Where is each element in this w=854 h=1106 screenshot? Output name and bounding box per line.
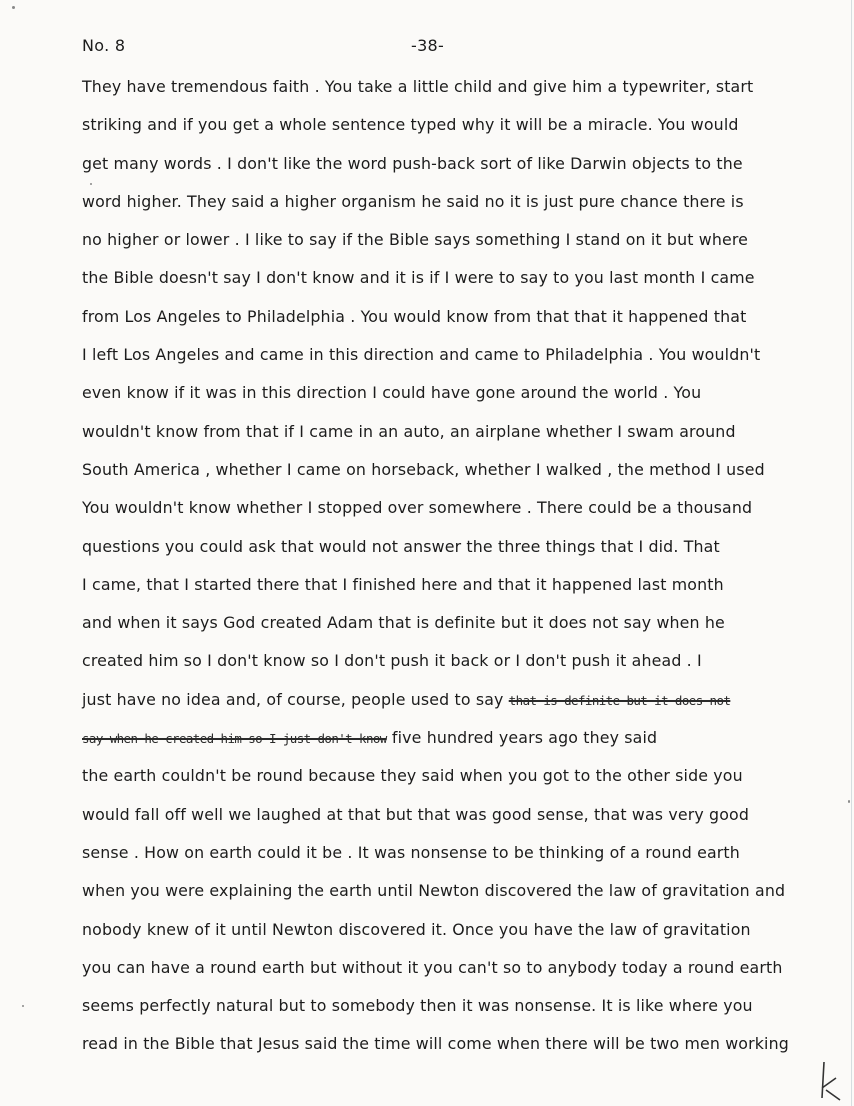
text-line: even know if it was in this direction I could have gone around the world . You [82, 383, 702, 403]
text-line: nobody knew of it until Newton discovered it. Once you have the law of gravitation [82, 919, 751, 939]
text-line: word higher. They said a higher organism he said no it is just pure chance there is [82, 191, 744, 211]
text-line: wouldn't know from that if I came in an auto, an airplane whether I swam around [82, 421, 736, 441]
text-line: and when it says God created Adam that is definite but it does not say when he [82, 613, 725, 633]
text-line-with-strikeout [82, 725, 822, 763]
text-line: striking and if you get a whole sentence typed why it will be a miracle. You would [82, 115, 739, 135]
page-number: -38- [411, 36, 445, 55]
text-line: created him so I don't know so I don't push it back or I don't push it ahead . I [82, 651, 702, 671]
text-line: seems perfectly natural but to somebody then it was nonsense. It is like where you [82, 996, 753, 1016]
text-line: questions you could ask that would not answer the three things that I did. That [82, 536, 720, 556]
paper-speck [12, 6, 15, 9]
text-segment: just have no idea and, of course, people used to say [82, 689, 509, 709]
text-line: You wouldn't know whether I stopped over somewhere . There could be a thousand [82, 498, 753, 518]
paper-speck [22, 1005, 24, 1007]
text-line: sense . How on earth could it be . It was nonsense to be thinking of a round earth [82, 842, 740, 862]
text-line: you can have a round earth but without it you can't so to anybody today a round earth [82, 957, 783, 977]
text-line: no higher or lower . I like to say if the Bible says something I stand on it but where [82, 230, 749, 250]
text-line: They have tremendous faith . You take a little child and give him a typewriter, start [82, 77, 754, 96]
text-line: would fall off well we laughed at that but that was good sense, that was very good [82, 804, 749, 824]
text-line: I came, that I started there that I finished here and that it happened last month [82, 574, 724, 594]
document-number: No. 8 [82, 36, 126, 55]
struck-out-text: that is definite but it does not [508, 692, 731, 708]
paper-speck [848, 800, 850, 803]
paper-speck [90, 183, 92, 185]
struck-out-text: say when he created him so I just don't know [82, 731, 387, 747]
text-segment: five hundred years ago they said [386, 728, 658, 748]
text-line-with-strikeout [82, 687, 822, 725]
text-line: the earth couldn't be round because they said when you got to the other side you [82, 766, 743, 786]
text-line: South America , whether I came on horseback, whether I walked , the method I used [82, 459, 765, 479]
text-line: read in the Bible that Jesus said the time will come when there will be two men working [82, 1034, 789, 1054]
text-line: get many words . I don't like the word push-back sort of like Darwin objects to the [82, 153, 743, 173]
text-line: I left Los Angeles and came in this direction and came to Philadelphia . You wouldn't [82, 345, 761, 365]
text-line: from Los Angeles to Philadelphia . You would know from that that it happened that [82, 306, 747, 326]
page-edge-shadow [831, 0, 852, 1106]
transcript-body [82, 74, 822, 1070]
handwritten-mark-icon [814, 1058, 848, 1102]
text-line: when you were explaining the earth until Newton discovered the law of gravitation and [82, 881, 786, 901]
text-line: the Bible doesn't say I don't know and it is if I were to say to you last month I came [82, 268, 755, 288]
